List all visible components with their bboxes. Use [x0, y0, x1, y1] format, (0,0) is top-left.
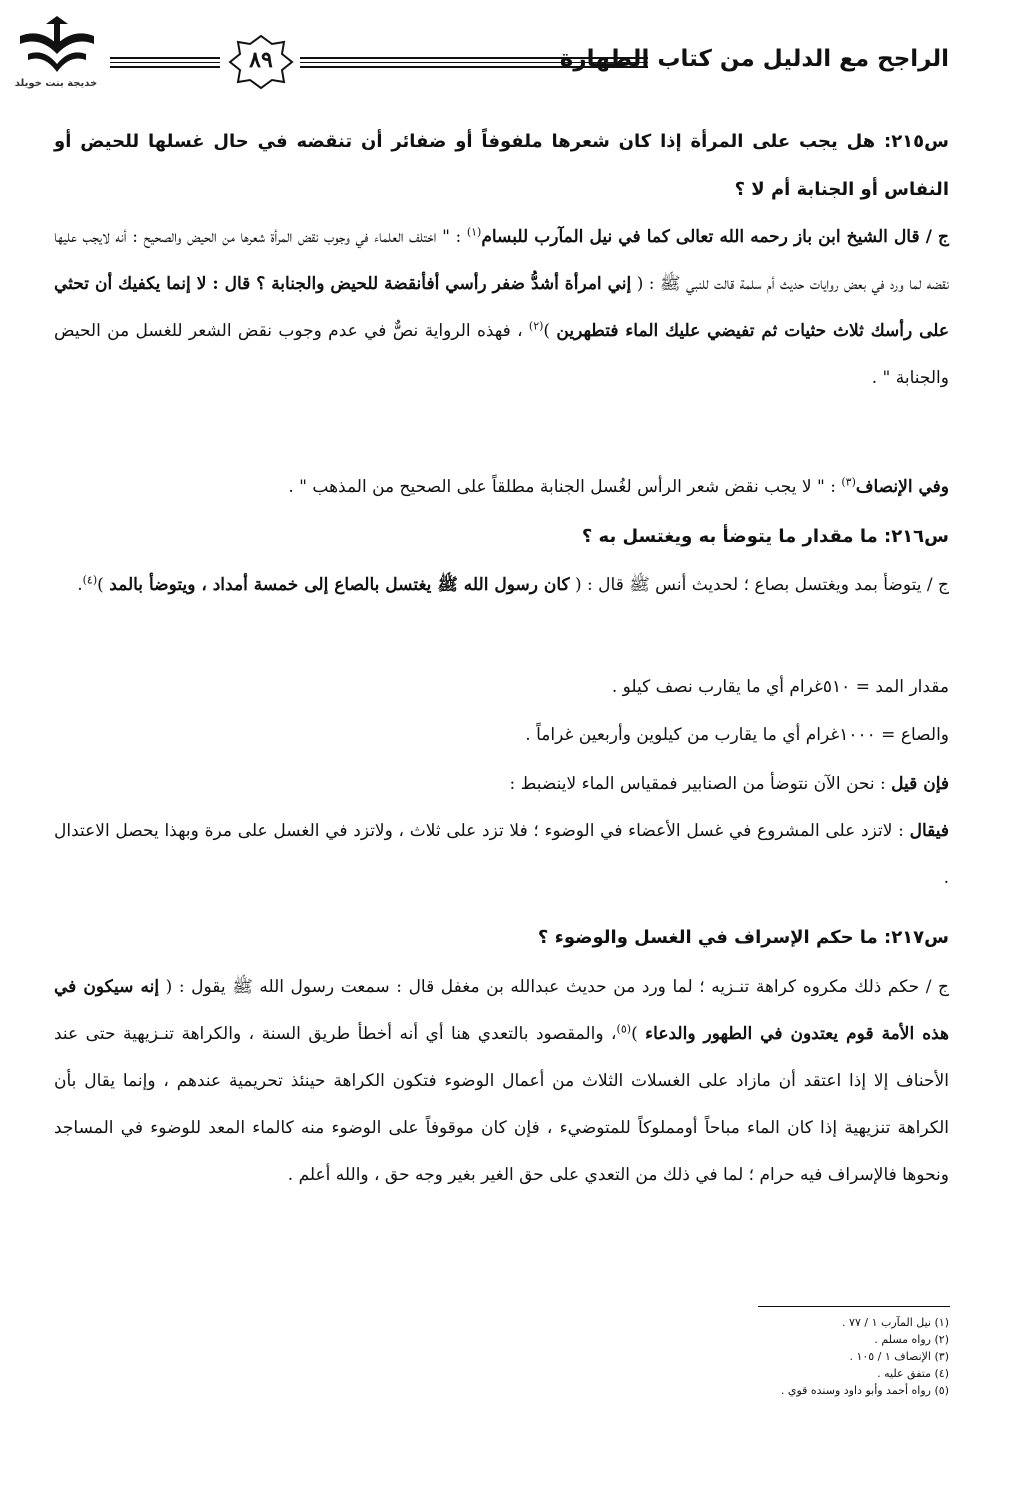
- footnote-ref-4: (٤): [82, 573, 98, 587]
- mudd-measure: [54, 664, 949, 711]
- answer-216: ج / يتوضأ بمد ويغتسل بصاع ؛ لحديث أنس ﷺ قال : ( كان رسول الله ﷺ يغتسل بالصاع إلى خمسة أمداد ، ويتوضأ بالمد )$^{(٤)}$.: [77, 573, 949, 595]
- running-title: الراجح مع الدليل من كتاب الطهارة: [559, 46, 949, 72]
- objection-reply: [54, 808, 949, 902]
- answer-216-lead: ج / يتوضأ بمد ويغتسل بصاع ؛ لحديث أنس ﷺ قال : (: [575, 575, 949, 595]
- answer-215-text: : " اختلف العلماء في وجوب نقض المرأة شعرها من الحيض والصحيح : أنه لايجب عليها نقضه لما ورد في بعض روايات حديث أم سلمة قالت للنبي ﷺ : (: [54, 227, 949, 294]
- page-number: ٨٩: [249, 47, 273, 73]
- mudd-text: مقدار المد = ٥١٠غرام أي ما يقارب نصف كيلو .: [611, 677, 949, 697]
- answer-215: ج / قال الشيخ ابن باز رحمه الله تعالى كما في نيل المآرب للبسام$^{(١)}$ : " اختلف العلماء في وجوب نقض المرأة شعرها من الحيض والصحيح : أنه لايجب عليها نقضه لما ورد في بعض روايات حديث أم سلمة قالت للنبي ﷺ : ( إني امرأة أشدُّ ضفر رأسي أفأنقضة للحيض والجنابة ؟ قال : لا إنما يكفيك أن تحثي على رأسك ثلاث حثيات ثم تفيضي عليك الماء فتطهرين )$^{(٢)}$ ، فهذه الرواية نصٌّ في عدم وجوب نقض الشعر للغسل من الحيض والجنابة " .: [54, 225, 950, 388]
- footnote-3: (٣) الإنصاف ١ / ١٠٥ .: [849, 1350, 949, 1363]
- objection: [54, 761, 949, 808]
- logo-caption: خديجة بنت خويلد: [14, 78, 98, 89]
- footnote-4: (٤) متفق عليه .: [877, 1367, 949, 1380]
- question-215: [54, 118, 949, 214]
- reply-label: فيقال: [909, 821, 950, 841]
- answer-217-text-2: ، والمقصود بالتعدي هنا أي أنه أخطأ طريق السنة ، والكراهة تنـزيهية حتى عند الأحناف إلا إذا اعتقد أن مازاد على الغسلات الثلاث من أعمال الوضوء فتكون الكراهة حينئذ تحريمية عندهم ، وإنما يقال بأن الكراهة تنزيهية إذا كان الماء مباحاً أومملوكاً للمتوضيء ، فإن كان موقوفاً على الوضوء منه كالماء المعد للوضوء في المساجد ونحوها فالإسراف فيه حرام ؛ لما في ذلك من التعدي على حق الغير بغير وجه حق ، والله أعلم .: [54, 1024, 949, 1185]
- footnote-ref-2: (٢): [528, 319, 544, 333]
- answer-216-hadith: كان رسول الله ﷺ يغتسل بالصاع إلى خمسة أمداد ، ويتوضأ بالمد: [109, 575, 570, 595]
- answer-215-text-2: ، فهذه الرواية نصٌّ في عدم وجوب نقض الشعر للغسل من الحيض والجنابة " .: [54, 321, 949, 388]
- reply-text: : لاتزد على المشروع في غسل الأعضاء في الوضوء ؛ فلا تزد على ثلاث ، ولاتزد في الغسل على مرة وبهذا يحصل الاعتدال .: [54, 821, 949, 888]
- header-rule-left: [110, 57, 220, 68]
- saa-measure: [54, 712, 949, 759]
- question-216-text: س٢١٦: ما مقدار ما يتوضأ به ويغتسل به ؟: [581, 526, 949, 547]
- objection-text: : نحن الآن نتوضأ من الصنابير فمقياس الماء لاينضبط :: [509, 774, 886, 794]
- question-215-text: س٢١٥: هل يجب على المرأة إذا كان شعرها ملفوفاً أو ضفائر أن تنقضه في حال غسلها للحيض أو النفاس أو الجنابة أم لا ؟: [54, 131, 949, 200]
- footnote-ref-3: (٣): [841, 475, 856, 489]
- insaf-text: : " لا يجب نقض شعر الرأس لغُسل الجنابة مطلقاً على الصحيح من المذهب " .: [288, 477, 836, 497]
- saa-text: والصاع = ١٠٠٠غرام أي ما يقارب من كيلوين وأربعين غراماً .: [525, 725, 949, 745]
- answer-215-lead: ج / قال الشيخ ابن باز رحمه الله تعالى كما في نيل المآرب للبسام: [481, 227, 949, 247]
- insaf-quote: [54, 464, 949, 511]
- footnote-5: (٥) رواه أحمد وأبو داود وسنده قوي .: [780, 1384, 949, 1397]
- page-header: [0, 0, 1027, 105]
- answer-215-hadith: إني امرأة أشدُّ ضفر رأسي أفأنقضة للحيض والجنابة ؟ قال : لا إنما يكفيك أن تحثي على رأسك ثلاث حثيات ثم تفيضي عليك الماء فتطهرين: [54, 274, 950, 341]
- insaf-label: وفي الإنصاف: [855, 477, 949, 497]
- answer-217: ج / حكم ذلك مكروه كراهة تنـزيه ؛ لما ورد من حديث عبدالله بن مغفل قال : سمعت رسول الله ﷺ يقول : ( إنه سيكون في هذه الأمة قوم يعتدون في الطهور والدعاء )$^{(٥)}$، والمقصود بالتعدي هنا أي أنه أخطأ طريق السنة ، والكراهة تنـزيهية حتى عند الأحناف إلا إذا اعتقد أن مازاد على الغسلات الثلاث من أعمال الوضوء فتكون الكراهة حينئذ تحريمية عندهم ، وإنما يقال بأن الكراهة تنزيهية إذا كان الماء مباحاً أومملوكاً للمتوضيء ، فإن كان موقوفاً على الوضوء منه كالماء المعد للوضوء في المساجد ونحوها فالإسراف فيه حرام ؛ لما في ذلك من التعدي على حق الغير بغير وجه حق ، والله أعلم .: [54, 977, 949, 1185]
- footnote-2: (٢) رواه مسلم .: [874, 1333, 949, 1346]
- footnote-divider: [758, 1306, 950, 1307]
- footnote-1: (١) نيل المآرب ١ / ٧٧ .: [842, 1316, 949, 1329]
- footnote-ref-5: (٥): [616, 1022, 632, 1036]
- question-217: [54, 914, 949, 962]
- question-216: [54, 513, 949, 561]
- answer-217-hadith: إنه سيكون في هذه الأمة قوم يعتدون في الطهور والدعاء: [54, 977, 949, 1044]
- objection-label: فإن قيل: [891, 774, 949, 794]
- footnote-ref-1: (١): [466, 225, 482, 239]
- publisher-logo: [10, 14, 104, 106]
- answer-217-text: ج / حكم ذلك مكروه كراهة تنـزيه ؛ لما ورد من حديث عبدالله بن مغفل قال : سمعت رسول الله ﷺ يقول : (: [165, 977, 949, 997]
- footnotes: [549, 1314, 949, 1399]
- book-icon: [10, 14, 104, 86]
- question-217-text: س٢١٧: ما حكم الإسراف في الغسل والوضوء ؟: [537, 927, 949, 948]
